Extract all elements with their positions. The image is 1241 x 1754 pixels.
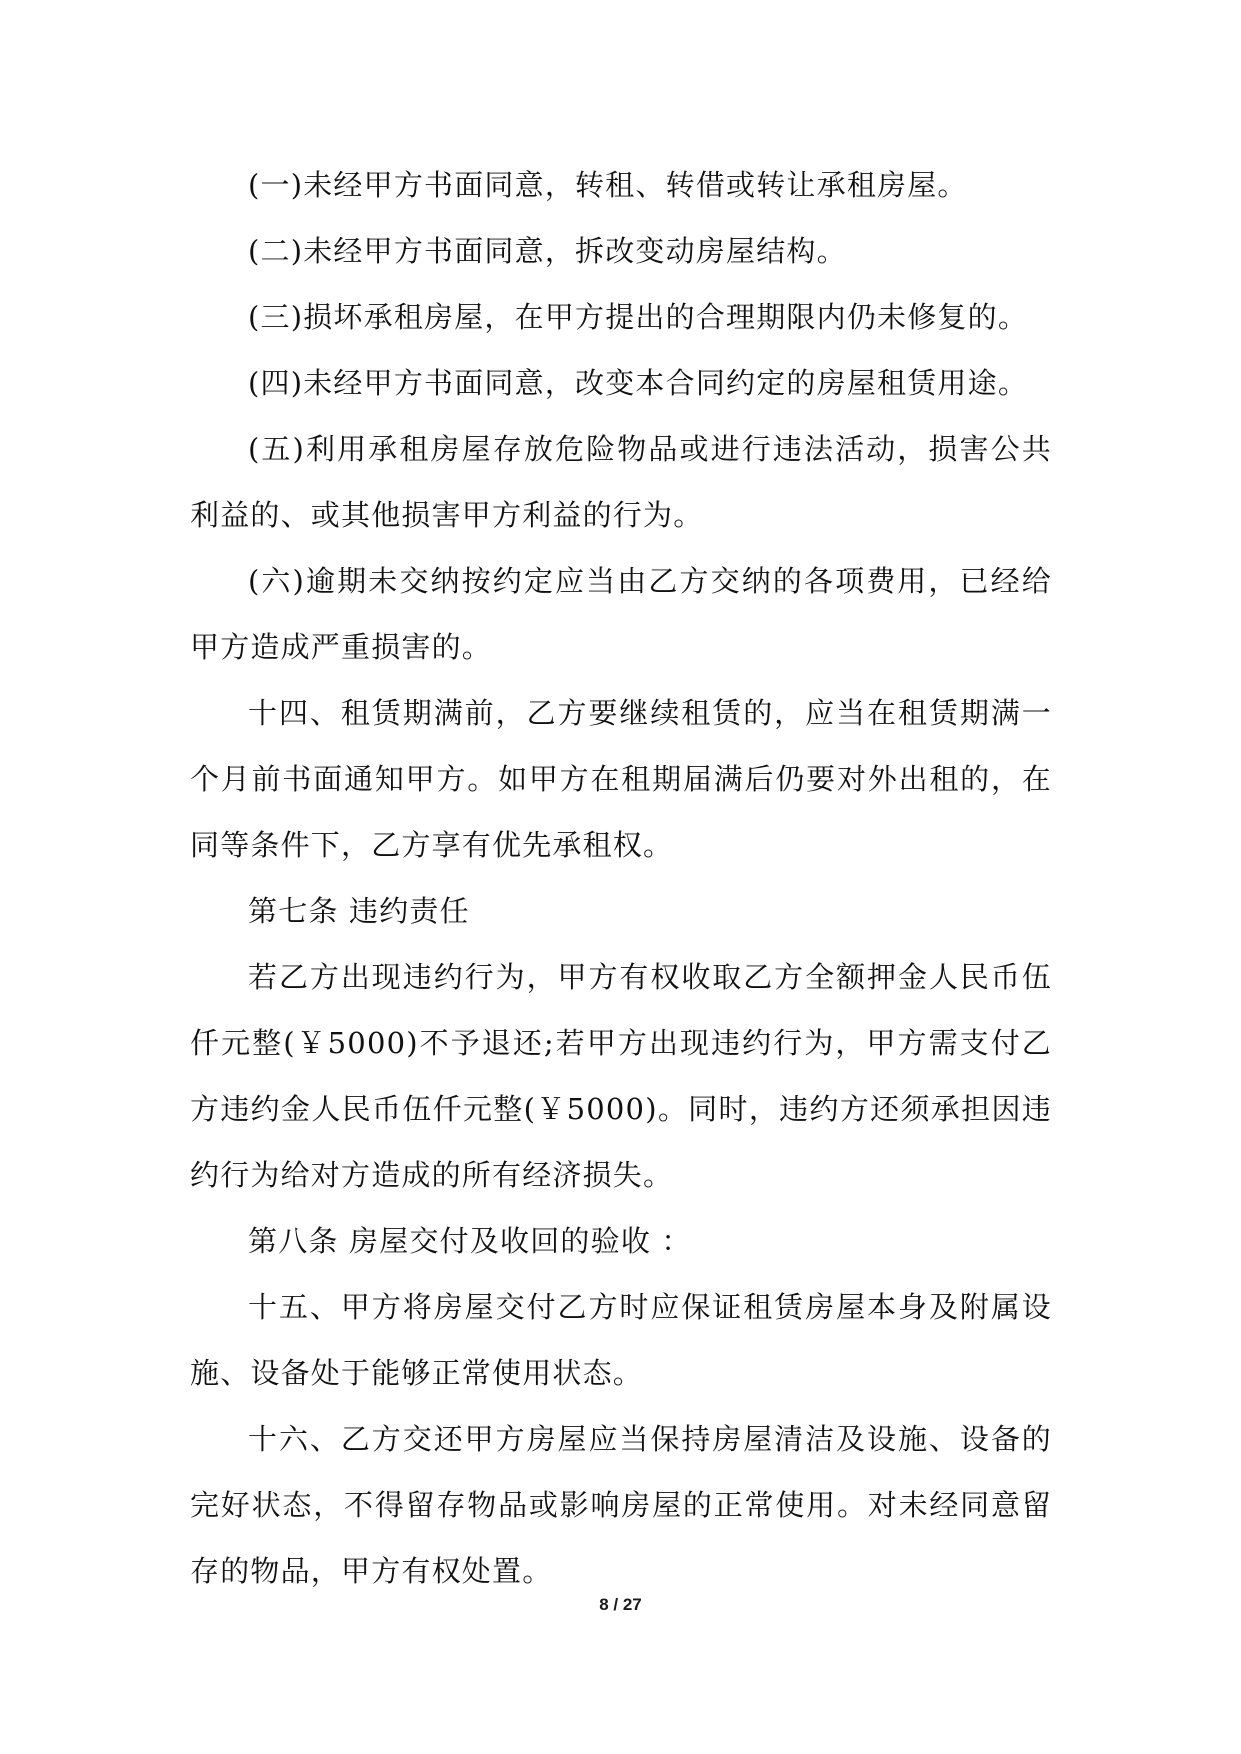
section-heading-article-8: 第八条 房屋交付及收回的验收 ： bbox=[248, 1224, 692, 1258]
paragraph-clause-6: (六)逾期未交纳按约定应当由乙方交纳的各项费用，已经给甲方造成严重损害的。 bbox=[190, 564, 1052, 664]
page-number: 8 / 27 bbox=[599, 1595, 642, 1614]
paragraph-breach-liability: 若乙方出现违约行为，甲方有权收取乙方全额押金人民币伍仟元整(￥5000)不予退还;若甲方出现违约行为，甲方需支付乙方违约金人民币伍仟元整(￥5000)。同时，违约方还须承担因违约行为给对方造成的所有经济损失。 bbox=[190, 960, 1052, 1192]
paragraph-clause-3: (三)损坏承租房屋，在甲方提出的合理期限内仍未修复的。 bbox=[248, 300, 1029, 334]
paragraph-clause-2: (二)未经甲方书面同意，拆改变动房屋结构。 bbox=[248, 234, 847, 268]
paragraph-clause-5: (五)利用承租房屋存放危险物品或进行违法活动，损害公共利益的、或其他损害甲方利益的行为。 bbox=[190, 432, 1052, 532]
paragraph-item-16: 十六、乙方交还甲方房屋应当保持房屋清洁及设施、设备的完好状态，不得留存物品或影响房屋的正常使用。对未经同意留存的物品，甲方有权处置。 bbox=[190, 1422, 1052, 1588]
document-body bbox=[190, 152, 1052, 1604]
paragraph-clause-4: (四)未经甲方书面同意，改变本合同约定的房屋租赁用途。 bbox=[248, 366, 1029, 400]
paragraph-clause-1: (一)未经甲方书面同意，转租、转借或转让承租房屋。 bbox=[248, 168, 968, 202]
paragraph-item-14: 十四、租赁期满前，乙方要继续租赁的，应当在租赁期满一个月前书面通知甲方。如甲方在租期届满后仍要对外出租的，在同等条件下，乙方享有优先承租权。 bbox=[190, 696, 1052, 862]
section-heading-article-7: 第七条 违约责任 bbox=[248, 894, 470, 928]
paragraph-item-15: 十五、甲方将房屋交付乙方时应保证租赁房屋本身及附属设施、设备处于能够正常使用状态。 bbox=[190, 1290, 1052, 1390]
